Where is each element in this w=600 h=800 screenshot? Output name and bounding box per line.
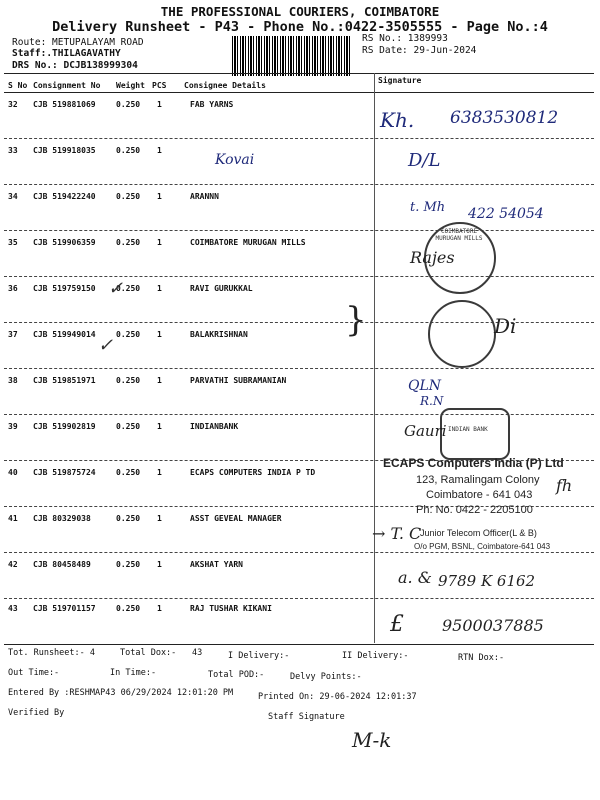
handwritten-qln-row-38: QLN	[408, 378, 442, 394]
signature-row-35: Rajes	[410, 248, 455, 267]
bracket-mark-rows-36-37: }	[345, 300, 367, 340]
signature-row-42: a. &	[398, 568, 432, 587]
cell-sno: 36	[8, 284, 18, 293]
row-divider	[4, 552, 594, 553]
cell-consignee: INDIANBANK	[190, 422, 239, 431]
cell-consignee: RAVI GURUKKAL	[190, 284, 253, 293]
row-divider	[4, 598, 594, 599]
cell-consignee: COIMBATORE MURUGAN MILLS	[190, 238, 306, 247]
printed-on: Printed On: 29-06-2024 12:01:37	[258, 692, 417, 702]
row-divider	[4, 230, 594, 231]
cell-sno: 38	[8, 376, 18, 385]
col-header-pcs: PCS	[152, 81, 167, 90]
cell-consignment-no: CJB 80329038	[33, 514, 91, 523]
handwritten-phone-row-34: 422 54054	[468, 206, 544, 222]
cell-pcs: 1	[157, 560, 162, 569]
row-divider	[4, 184, 594, 185]
cell-consignee: PARVATHI SUBRAMANIAN	[190, 376, 287, 385]
col-header-consignment: Consignment No	[33, 81, 101, 90]
cell-weight: 0.250	[116, 146, 141, 155]
cell-consignment-no: CJB 519701157	[33, 604, 96, 613]
in-time-label: In Time:-	[110, 668, 157, 678]
cell-pcs: 1	[157, 100, 162, 109]
round-stamp-row-37	[428, 300, 496, 368]
cell-pcs: 1	[157, 238, 162, 247]
row-divider	[4, 276, 594, 277]
rtn-dox-label: RTN Dox:-	[458, 653, 505, 663]
cell-consignee: ARANNN	[190, 192, 219, 201]
cell-consignment-no: CJB 519422240	[33, 192, 96, 201]
rs-number: RS No.: 1389993	[362, 33, 448, 44]
cell-weight: 0.250	[116, 468, 141, 477]
cell-consignee: BALAKRISHNAN	[190, 330, 248, 339]
delvy-points-label: Delvy Points:-	[290, 672, 362, 682]
cell-pcs: 1	[157, 604, 162, 613]
cell-weight: 0.250	[116, 192, 141, 201]
signature-row-43: £	[390, 612, 404, 637]
runsheet-subtitle: Delivery Runsheet - P43 - Phone No.:0422-3505555 - Page No.:4	[52, 19, 548, 35]
signature-row-39: Gauri	[404, 422, 447, 440]
cell-weight: 0.250	[116, 422, 141, 431]
cell-pcs: 1	[157, 330, 162, 339]
route-label: Route: METUPALAYAM ROAD	[12, 37, 144, 48]
drs-number: DRS No.: DCJB138999304	[12, 60, 138, 71]
signature-row-38: R.N	[420, 394, 444, 408]
signature-row-32: Kh.	[380, 108, 415, 132]
cell-weight: 0.250	[116, 376, 141, 385]
indian-bank-stamp-text: INDIAN BANK	[448, 426, 488, 433]
signature-row-34: t. Mh	[410, 200, 446, 215]
cell-weight: 0.250	[116, 100, 141, 109]
cell-pcs: 1	[157, 514, 162, 523]
row-divider	[4, 368, 594, 369]
cell-consignee: RAJ TUSHAR KIKANI	[190, 604, 272, 613]
col-header-weight: Weight	[116, 81, 145, 90]
ecaps-stamp-line3: Coimbatore - 641 043	[426, 489, 533, 501]
indian-bank-stamp	[440, 408, 510, 460]
cell-pcs: 1	[157, 146, 162, 155]
table-top-rule	[4, 73, 594, 74]
cell-sno: 32	[8, 100, 18, 109]
cell-consignment-no: CJB 519918035	[33, 146, 96, 155]
cell-weight: 0.250	[116, 330, 141, 339]
checkmark-row-37: ✓	[98, 335, 114, 356]
staff-label: Staff:.THILAGAVATHY	[12, 48, 121, 59]
cell-sno: 40	[8, 468, 18, 477]
cell-consignment-no: CJB 519875724	[33, 468, 96, 477]
barcode-image	[232, 36, 352, 76]
cell-consignee: AKSHAT YARN	[190, 560, 243, 569]
cell-weight: 0.250	[116, 514, 141, 523]
bsnl-stamp-line1: Junior Telecom Officer(L & B)	[420, 528, 537, 538]
table-header-rule	[4, 92, 594, 93]
ecaps-stamp-line1: ECAPS Computers India (P) Ltd	[383, 456, 564, 470]
handwritten-phone-row-32: 6383530812	[450, 108, 559, 128]
rs-date: RS Date: 29-Jun-2024	[362, 45, 477, 56]
cell-consignee: FAB YARNS	[190, 100, 234, 109]
out-time-label: Out Time:-	[8, 668, 60, 678]
signature-row-40: fh	[556, 476, 573, 495]
signature-row-37: Di	[494, 314, 517, 338]
ecaps-stamp-line2: 123, Ramalingam Colony	[416, 474, 540, 486]
total-runsheet: Tot. Runsheet:- 4	[8, 648, 95, 658]
cell-sno: 42	[8, 560, 18, 569]
cell-consignee: ECAPS COMPUTERS INDIA P TD	[190, 468, 316, 477]
signature-row-41: → T. C	[372, 524, 422, 543]
cell-consignment-no: CJB 519949014	[33, 330, 96, 339]
cell-pcs: 1	[157, 468, 162, 477]
cell-sno: 33	[8, 146, 18, 155]
handwritten-phone-row-43: 9500037885	[442, 616, 544, 635]
signature-column-divider	[374, 73, 375, 643]
cell-weight: 0.250	[116, 238, 141, 247]
col-header-consignee: Consignee Details	[184, 81, 266, 90]
cell-sno: 43	[8, 604, 18, 613]
cell-consignment-no: CJB 519881069	[33, 100, 96, 109]
total-dox-value: 43	[192, 648, 203, 658]
col-header-sno: S No	[8, 81, 28, 90]
handwritten-dl-row-33: D/L	[408, 150, 441, 171]
murugan-stamp-text: COIMBATORE MURUGAN MILLS	[435, 228, 483, 242]
cell-weight: 0.250	[116, 604, 141, 613]
cell-pcs: 1	[157, 422, 162, 431]
total-dox-label: Total Dox:-	[120, 648, 177, 658]
cell-weight: 0.250	[116, 284, 141, 293]
cell-sno: 37	[8, 330, 18, 339]
checkmark-row-36: ✓	[108, 278, 124, 299]
footer-top-rule	[4, 644, 594, 645]
cell-consignment-no: CJB 519759150	[33, 284, 96, 293]
cell-sno: 35	[8, 238, 18, 247]
cell-consignment-no: CJB 519851971	[33, 376, 96, 385]
cell-consignment-no: CJB 519902819	[33, 422, 96, 431]
i-delivery-label: I Delivery:-	[228, 651, 290, 661]
company-title: THE PROFESSIONAL COURIERS, COIMBATORE	[160, 4, 440, 19]
col-header-signature: Signature	[378, 76, 422, 85]
handwritten-note-row-33: Kovai	[215, 152, 255, 168]
cell-sno: 41	[8, 514, 18, 523]
cell-pcs: 1	[157, 284, 162, 293]
cell-consignment-no: CJB 519906359	[33, 238, 96, 247]
ecaps-stamp-line4: Ph: No. 0422 - 2205100	[416, 504, 533, 516]
total-pod-label: Total POD:-	[208, 670, 265, 680]
cell-consignee: ASST GEVEAL MANAGER	[190, 514, 282, 523]
verified-by-label: Verified By	[8, 708, 65, 718]
cell-consignment-no: CJB 80458489	[33, 560, 91, 569]
cell-sno: 39	[8, 422, 18, 431]
cell-sno: 34	[8, 192, 18, 201]
staff-signature-mark: M-k	[352, 728, 392, 752]
handwritten-phone-row-42: 9789 K 6162	[438, 572, 536, 590]
cell-pcs: 1	[157, 376, 162, 385]
row-divider	[4, 138, 594, 139]
bsnl-stamp-line2: O/o PGM, BSNL, Coimbatore-641 043	[414, 542, 551, 551]
cell-weight: 0.250	[116, 560, 141, 569]
staff-signature-label: Staff Signature	[268, 712, 345, 722]
ii-delivery-label: II Delivery:-	[342, 651, 409, 661]
entered-by: Entered By :RESHMAP43 06/29/2024 12:01:20 PM	[8, 688, 234, 698]
cell-pcs: 1	[157, 192, 162, 201]
